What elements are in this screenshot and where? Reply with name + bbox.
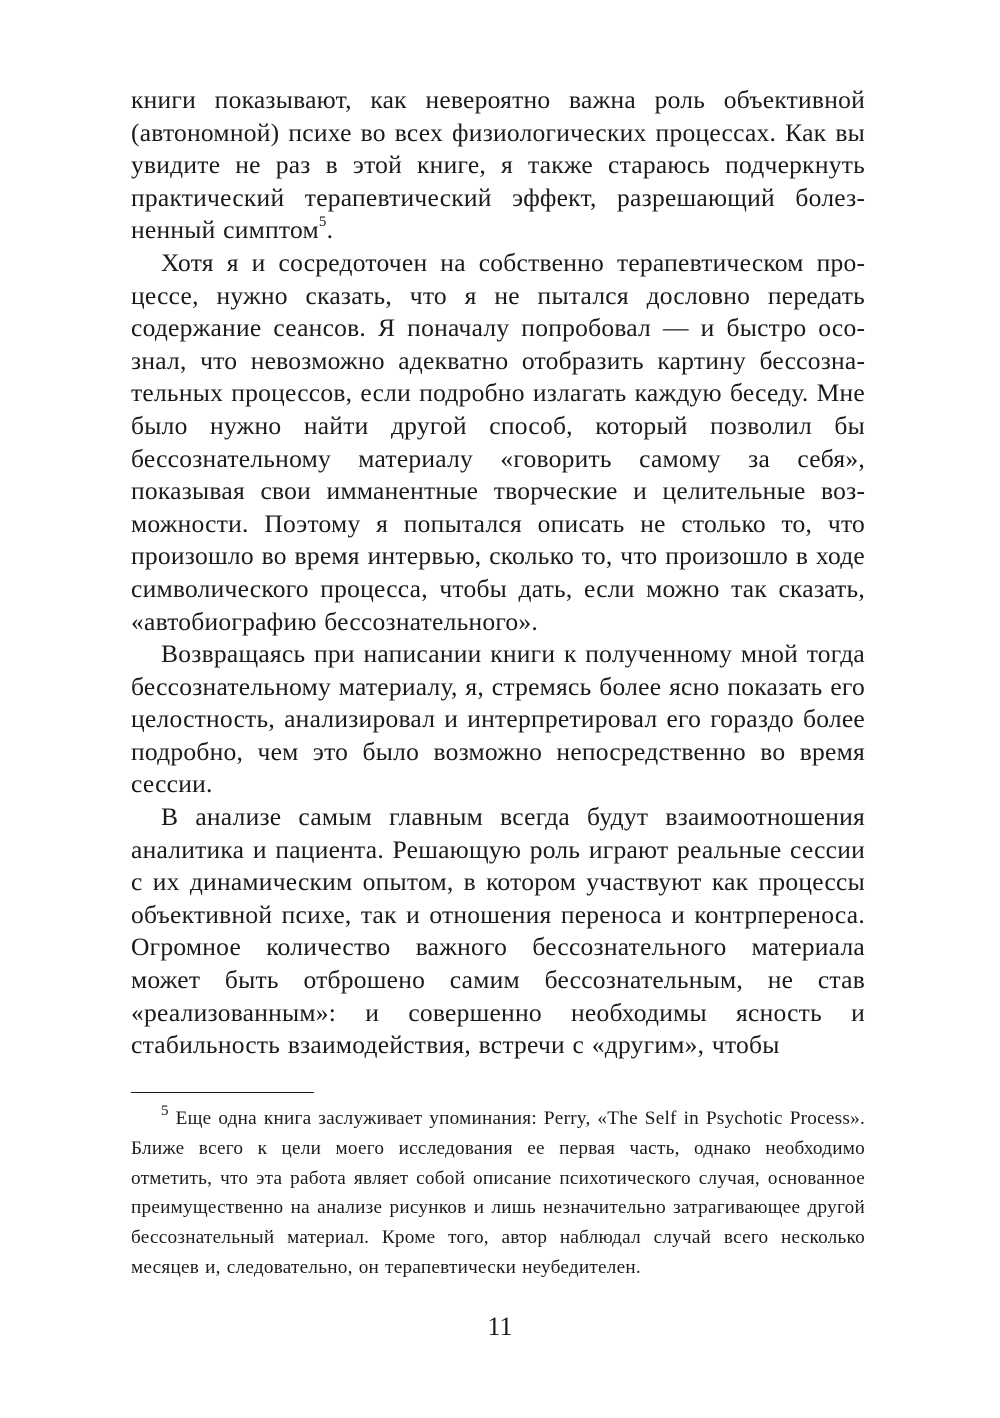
footnote [131, 1104, 865, 1283]
paragraph-tail: . [326, 215, 334, 245]
page-number: 11 [487, 1312, 513, 1341]
footnote-reference: 5 [318, 213, 327, 230]
main-text [131, 84, 865, 1062]
paragraph: Хотя я и сосредоточен на собственно терапевтическом процессе, нужно сказать, что я не пытался дословно передать содержание сеансов. Я поначалу попробовал — и быстро осознал, что невозможно адекватно отобразить картину бессознательных процессов, если подробно излагать каждую беседу. Мне было нужно найти другой способ, который позволил бы бессознательному материалу «говорить самому за себя», показывая свои имманентные творческие и целительные возможности. Поэтому я попытался описать не столько то, что произошло во время интервью, сколько то, что произошло в ходе символического процесса, чтобы дать, если можно так сказать, «автобиографию бессознательного». [131, 247, 865, 636]
paragraph: Возвращаясь при написании книги к полученному мной тогда бессознательному материалу, я, стремясь более ясно показать его целостность, анализировал и интерпретировал его гораздо более подробно, чем это было возможно непосредственно во время сессии. [131, 639, 865, 799]
paragraph-text: книги показывают, как невероятно важна роль объективной (автономной) психе во всех физиологических процессах. Как вы увидите не раз в этой книге, я также стараюсь подчеркнуть практический терапевтический эффект, разрешающий болезненный симптом [131, 85, 865, 245]
footnote-marker: 5 [161, 1102, 169, 1119]
paragraph: В анализе самым главным всегда будут взаимоотношения аналитика и пациента. Решающую роль играют реальные сессии с их динамическим опытом, в котором участвуют как процессы объективной психе, так и отношения переноса и контрпереноса. Огромное количество важного бессознательного материала может быть отброшено самим бессознательным, не став «реализованным»: и совершенно необходимы ясность и стабильность взаимодействия, встречи с «другим», чтобы [131, 802, 865, 1060]
paragraph [131, 84, 865, 247]
footnote-divider [131, 1092, 314, 1093]
footnote-text: Еще одна книга заслуживает упоминания: Perry, «The Self in Psychotic Process». Ближе всего к цели моего исследования ее первая часть, однако необходимо отметить, что эта работа являет собой описание психотического случая, основанное преимущественно на анализе рисунков и лишь незначительно затрагивающее другой бессознательный материал. Кроме того, автор наблюдал случай всего несколько месяцев и, следовательно, он терапевтически неубедителен. [131, 1108, 865, 1278]
page-body [131, 84, 865, 1062]
